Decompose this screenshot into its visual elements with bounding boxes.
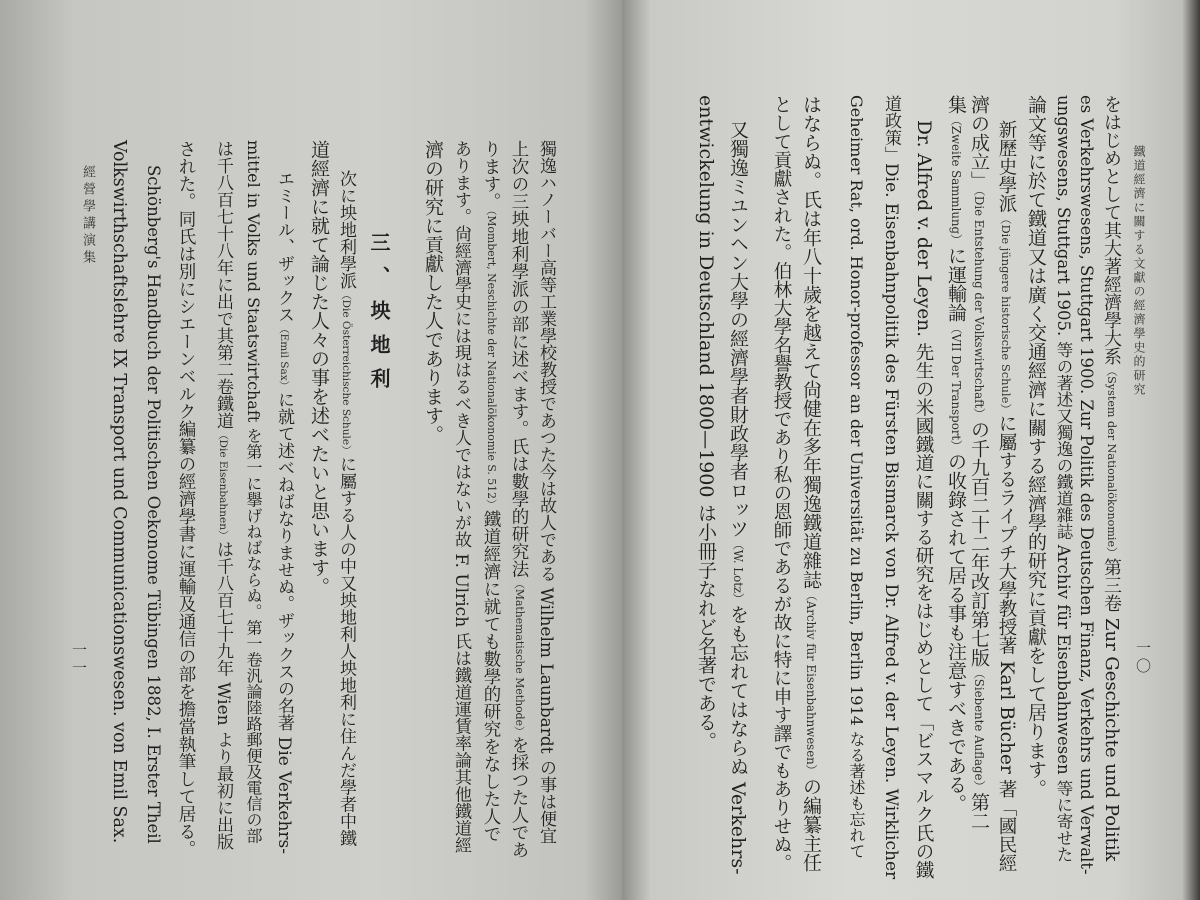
text-column: [533, 140, 559, 844]
body-text: 第三卷 Zur Geschichte und Politik: [1101, 558, 1122, 862]
body-text: は千八百七十九年 Wien より最初に出版: [213, 540, 233, 850]
body-text: は千八百七十八年に出で其第二卷鐵道: [213, 140, 233, 429]
text-column: [993, 120, 1019, 872]
citation-text: （Emil Sax）: [278, 323, 290, 392]
citation-text: （Archiv für Eisenbahnwesen）: [804, 589, 818, 777]
body-text: Geheimer Rat, ord. Honor-professor an der Universität zu Berlin, Berlin 1914 なる著述も忘れて: [847, 95, 866, 860]
body-text: 集: [945, 95, 967, 114]
text-column: [173, 140, 199, 858]
body-text: 濟の成立」: [968, 95, 990, 190]
body-text: の編纂主任: [800, 776, 822, 872]
body-text: に運輸論: [945, 245, 967, 322]
text-column: [271, 170, 297, 854]
text-column: [1073, 95, 1099, 875]
text-column: [910, 120, 936, 879]
citation-text: （Siebente Auflage）: [972, 666, 986, 793]
text-column: [966, 95, 992, 830]
text-column: [798, 95, 824, 872]
body-text: 次に坱地利學派: [336, 170, 356, 289]
text-column: [843, 95, 869, 859]
citation-text: （W. Lotz）: [731, 538, 745, 605]
citation-text: （Die Eisenbahnen）: [217, 429, 229, 541]
text-column: [693, 95, 719, 751]
citation-text: （Mombert, Neschichte der Nationalökonomie S. 512）: [485, 210, 498, 510]
text-column: [420, 140, 446, 444]
citation-text: （Die Österreichische Schule）: [340, 289, 352, 456]
body-text: の收錄されて居る事も注意すべきである。: [945, 451, 967, 813]
text-column: [506, 140, 532, 859]
text-column: [240, 140, 266, 843]
citation-text: （Die Entstehung der Volkswirtschaft）: [972, 190, 986, 420]
body-text: をはじめとして其大著經濟學大系: [1101, 95, 1122, 365]
body-text: Schönberg's Handbuch der Politischen Oekonome Tübingen 1882, I. Erster Theil: [144, 165, 163, 844]
page-number: 一〇: [1134, 640, 1152, 676]
body-text: Volkswirthschaftslehre IX Transport und Communicationswesen. von Emil Sax.: [109, 140, 129, 844]
body-text: 道經濟に就て論じた人々の事を述べたいと思います。: [308, 140, 330, 596]
body-text: 上次の三坱地利學派の部に述べます。氏は數學的研究法: [509, 140, 529, 578]
text-column: [333, 170, 359, 847]
citation-text: （Zweite Sammlung）: [949, 114, 963, 246]
body-text: ungswesens, Stuttgart 1905. 等の著述又獨逸の鐵道雜誌 Archiv für Eisenbahnwesen 等に寄せた: [1054, 95, 1073, 863]
page-number: 一一: [70, 642, 88, 678]
text-column: [1098, 95, 1124, 861]
body-text: あります。尙經濟學史には現はるべき人ではないが故 F. Ulrich 氏は鐵道運賃率論其他鐵道經: [451, 140, 471, 854]
text-column: [1023, 95, 1049, 798]
section-heading: 三、坱地利: [367, 232, 391, 402]
body-text: として貢獻された。伯林大學名譽教授であり私の恩師であるが故に特に申す譯でもありせぬ。: [771, 95, 792, 872]
body-text: 道政策」Die. Eisenbahnpolitik des Fürsten Bismarck von Dr. Alfred v. der Leyen. Wirklicher: [881, 95, 901, 880]
citation-text: （Mathematische Methode）: [513, 577, 526, 737]
body-text: はならぬ。氏は年八十歲を越えて尙健在多年獨逸鐵道雜誌: [800, 95, 822, 589]
text-column: [768, 95, 794, 872]
body-text: を採つた人であ: [509, 736, 529, 859]
body-text: エミール、ザックス: [274, 170, 294, 323]
body-text: mittel in Volks und Staatswirtchaft を第一に擧げねばならぬ。第一卷汎論陸路郵便及電信の部: [244, 140, 263, 844]
text-column: [1050, 95, 1076, 862]
body-text: に就て述べねばなりませぬ。ザックスの名著 Die Verkehrs-: [274, 391, 294, 855]
right-page: [622, 0, 1200, 900]
text-column: [106, 140, 132, 843]
body-text: 鐵道經濟に就ても數學的研究をなした人で: [481, 509, 501, 843]
citation-text: （System der Nationalökonomie）: [1105, 365, 1118, 559]
text-column: [878, 95, 904, 879]
body-text: ります。: [481, 140, 501, 210]
book-title-footer: 經營學講演集: [80, 165, 95, 267]
body-text: に屬するライプチ大學教授著 Karl Bücher 著「國民經: [996, 414, 1017, 873]
body-text: entwickelung in Deutschland 1800—1900 は小冊子なれど名著である。: [695, 95, 717, 751]
citation-text: （Die jüngere historische Schule）: [999, 212, 1013, 415]
body-text: をも忘れてはならぬ Verkehrs-: [727, 604, 749, 875]
text-column: [478, 140, 504, 842]
body-text: 濟の研究に貢獻した人であります。: [422, 140, 444, 444]
body-text: 又獨逸ミユンヘン大學の經濟學者財政學者ロッツ: [727, 120, 749, 538]
body-text: 第二: [968, 792, 990, 831]
body-text: の千九百二十二年改訂第七版: [968, 419, 990, 667]
body-text: に屬する人の中又坱地利人坱地利に住んだ學者中鐵: [336, 455, 356, 847]
body-text: 獨逸ハノーバー高等工業學校教授であつた今は故人である Wilhelm Launbardt の事は便宜: [536, 140, 556, 845]
body-text: された。同氏は別にシエーンベルク編纂の經濟學書に運輸及通信の部を擔當執筆して居る。: [176, 140, 196, 858]
text-column: [725, 120, 751, 875]
text-column: [448, 140, 474, 854]
citation-text: （VII Der Transport）: [949, 321, 963, 452]
text-column: [306, 140, 332, 596]
body-text: 新歷史學派: [996, 120, 1017, 213]
text-column: [210, 140, 236, 850]
running-header: 鐵道經濟に關する文獻の經濟學史的研究: [1132, 145, 1146, 397]
body-text: Dr. Alfred v. der Leyen. 先生の米國鐵道に關する研究をはじめとして「ビスマルク氏の鐵: [913, 120, 934, 880]
body-text: es Verkehrswesens, Stuttgart 1900. Zur Politik des Deutschen Finanz, Verkehrs und Verwalt-: [1077, 95, 1096, 875]
text-column: [943, 95, 969, 813]
body-text: 論文等に於て鐵道又は廣く交通經濟に關する經濟學的研究に貢獻をして居ります。: [1025, 95, 1047, 798]
text-column: [140, 165, 166, 844]
